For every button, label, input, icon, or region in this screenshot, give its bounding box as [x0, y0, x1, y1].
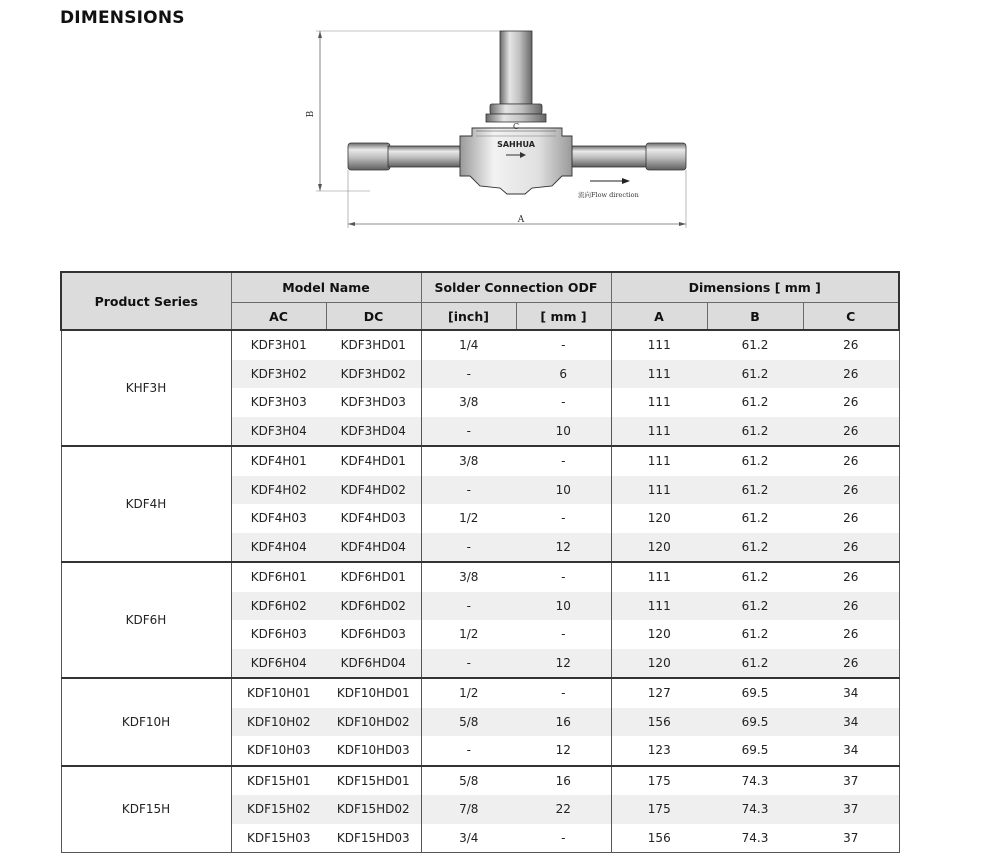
dc-model-cell: KDF15HD01	[326, 766, 421, 796]
dim-b-cell: 61.2	[707, 360, 803, 389]
inch-cell: 5/8	[459, 773, 479, 788]
header-c: C	[803, 303, 899, 331]
dim-b-cell: 69.5	[741, 686, 769, 701]
dc-model-cell: KDF3HD04	[326, 417, 421, 447]
brand-label: SAHHUA	[497, 140, 535, 149]
left-pipe	[348, 143, 460, 170]
series-group	[61, 766, 899, 853]
dim-b-cell: 74.3	[741, 830, 769, 845]
dim-b-cell: 61.2	[741, 338, 769, 353]
dc-model-cell: KDF3HD03	[326, 388, 421, 417]
dimension-b-label: B	[306, 110, 316, 118]
mm-cell: 10	[516, 476, 611, 505]
ac-model-cell: KDF15H01	[246, 773, 311, 788]
series-group	[61, 562, 899, 678]
dim-c-cell: 26	[843, 511, 859, 526]
product-series-cell: KDF15H	[61, 766, 231, 853]
dim-c-cell: 26	[803, 360, 899, 389]
inch-cell: 1/2	[459, 686, 479, 701]
mm-cell: 12	[516, 736, 611, 766]
inch-cell: -	[421, 417, 516, 447]
table-row	[61, 446, 899, 476]
header-model-name: Model Name	[231, 272, 421, 303]
series-group	[61, 678, 899, 766]
dim-c-cell: 26	[803, 533, 899, 563]
mm-cell: -	[516, 330, 611, 360]
dim-a-cell: 120	[647, 627, 671, 642]
dim-c-cell: 34	[803, 708, 899, 737]
dim-b-cell: 61.2	[741, 395, 769, 410]
inch-cell: -	[421, 592, 516, 621]
dim-a-cell: 123	[647, 743, 671, 758]
series-group	[61, 330, 899, 446]
dim-b-cell: 61.2	[707, 476, 803, 505]
header-mm: [ mm ]	[516, 303, 611, 331]
dim-b-cell: 61.2	[741, 511, 769, 526]
inch-cell: 3/8	[459, 395, 479, 410]
dim-b-cell: 61.2	[707, 533, 803, 563]
ac-model-cell: KDF6H03	[250, 627, 307, 642]
dim-b-cell: 61.2	[741, 454, 769, 469]
dim-c-cell: 26	[803, 476, 899, 505]
ac-model-cell: KDF10H01	[246, 686, 311, 701]
inch-cell: 3/4	[459, 830, 479, 845]
ac-model-cell: KDF6H01	[250, 570, 307, 585]
dim-b-cell: 61.2	[741, 570, 769, 585]
ac-model-cell: KDF4H01	[250, 454, 307, 469]
mm-cell: 12	[516, 649, 611, 679]
flow-direction-label: 流向Flow direction	[578, 191, 639, 199]
product-series-cell: KDF4H	[61, 446, 231, 562]
dim-a-cell: 127	[647, 686, 671, 701]
mm-cell: -	[516, 562, 611, 592]
inch-cell: -	[421, 476, 516, 505]
dc-model-cell: KDF10HD02	[326, 708, 421, 737]
ac-model-cell: KDF3H04	[231, 417, 326, 447]
dim-c-cell: 26	[843, 395, 859, 410]
dc-model-cell: KDF4HD04	[326, 533, 421, 563]
product-series-cell: KHF3H	[61, 330, 231, 446]
table-row	[61, 330, 899, 360]
ac-model-cell: KDF6H02	[231, 592, 326, 621]
ac-model-cell: KDF3H02	[231, 360, 326, 389]
inch-cell: 1/4	[459, 338, 479, 353]
inch-cell: 7/8	[421, 795, 516, 824]
dc-model-cell: KDF6HD03	[326, 620, 421, 649]
dim-a-cell: 175	[611, 795, 707, 824]
section-title: DIMENSIONS	[60, 8, 185, 28]
dc-model-cell: KDF4HD02	[326, 476, 421, 505]
ac-model-cell: KDF3H03	[250, 395, 307, 410]
ac-model-cell: KDF10H02	[231, 708, 326, 737]
dim-c-cell: 26	[843, 570, 859, 585]
header-ac: AC	[231, 303, 326, 331]
dc-model-cell: KDF15HD02	[326, 795, 421, 824]
mm-cell: -	[516, 388, 611, 417]
mm-cell: -	[516, 678, 611, 708]
dim-c-cell: 34	[843, 686, 859, 701]
mm-cell: 6	[516, 360, 611, 389]
dc-model-cell: KDF15HD03	[326, 824, 421, 853]
dc-model-cell: KDF4HD01	[326, 446, 421, 476]
dim-b-cell: 61.2	[707, 592, 803, 621]
dim-b-cell: 61.2	[707, 649, 803, 679]
valve-stem	[500, 31, 532, 104]
dim-c-cell: 34	[843, 743, 859, 758]
dim-a-cell: 111	[611, 360, 707, 389]
dc-model-cell: KDF3HD01	[326, 330, 421, 360]
mm-cell: 16	[516, 708, 611, 737]
dim-a-cell: 111	[647, 338, 671, 353]
dc-model-cell: KDF4HD03	[326, 504, 421, 533]
dim-c-cell: 26	[803, 649, 899, 679]
mm-cell: -	[516, 824, 611, 853]
dc-model-cell: KDF10HD01	[326, 678, 421, 708]
inch-cell: -	[466, 743, 471, 758]
inch-cell: 1/2	[459, 627, 479, 642]
header-product-series: Product Series	[61, 272, 231, 330]
dim-a-cell: 156	[611, 708, 707, 737]
dim-a-cell: 111	[647, 454, 671, 469]
dimensions-table	[60, 271, 900, 853]
inch-cell: 1/2	[459, 511, 479, 526]
inch-cell: -	[421, 649, 516, 679]
mm-cell: 10	[516, 417, 611, 447]
dc-model-cell: KDF6HD04	[326, 649, 421, 679]
inch-cell: 3/8	[459, 454, 479, 469]
dim-c-cell: 37	[843, 830, 859, 845]
mm-cell: -	[516, 620, 611, 649]
valve-nut	[490, 104, 542, 114]
dim-b-cell: 69.5	[741, 743, 769, 758]
product-series-cell: KDF6H	[61, 562, 231, 678]
mm-cell: 16	[516, 766, 611, 796]
dim-b-cell: 61.2	[741, 627, 769, 642]
dimension-a-label: A	[517, 215, 525, 225]
dim-a-cell: 111	[647, 395, 671, 410]
dim-b-cell: 69.5	[707, 708, 803, 737]
dim-c-cell: 26	[843, 338, 859, 353]
right-pipe	[572, 143, 686, 170]
dim-a-cell: 120	[611, 533, 707, 563]
dim-c-cell: 26	[843, 454, 859, 469]
dim-a-cell: 111	[647, 570, 671, 585]
dim-a-cell: 120	[647, 511, 671, 526]
mm-cell: 12	[516, 533, 611, 563]
inch-cell: -	[421, 533, 516, 563]
ac-model-cell: KDF4H02	[231, 476, 326, 505]
inch-cell: 5/8	[421, 708, 516, 737]
ac-model-cell: KDF15H03	[246, 830, 311, 845]
mm-cell: 10	[516, 592, 611, 621]
dim-c-cell: 26	[843, 627, 859, 642]
dc-model-cell: KDF6HD01	[326, 562, 421, 592]
dc-model-cell: KDF3HD02	[326, 360, 421, 389]
dim-c-cell: 37	[843, 773, 859, 788]
ac-model-cell: KDF10H03	[246, 743, 311, 758]
mm-cell: -	[516, 504, 611, 533]
valve-body	[460, 128, 572, 194]
header-inch: [inch]	[421, 303, 516, 331]
dim-c-cell: 26	[803, 592, 899, 621]
ac-model-cell: KDF3H01	[250, 338, 307, 353]
header-dc: DC	[326, 303, 421, 331]
dim-b-cell: 74.3	[741, 773, 769, 788]
dc-model-cell: KDF6HD02	[326, 592, 421, 621]
dim-a-cell: 156	[647, 830, 671, 845]
header-dimensions: Dimensions [ mm ]	[611, 272, 899, 303]
flow-direction-arrow-icon	[590, 178, 630, 184]
ac-model-cell: KDF4H04	[231, 533, 326, 563]
table-row	[61, 562, 899, 592]
dim-a-cell: 111	[611, 592, 707, 621]
ac-model-cell: KDF6H04	[231, 649, 326, 679]
dim-c-cell: 37	[803, 795, 899, 824]
header-solder-connection: Solder Connection ODF	[421, 272, 611, 303]
header-b: B	[707, 303, 803, 331]
valve-dimension-drawing	[300, 28, 700, 233]
inch-cell: 3/8	[459, 570, 479, 585]
mm-cell: -	[516, 446, 611, 476]
mm-cell: 22	[516, 795, 611, 824]
inch-cell: -	[421, 360, 516, 389]
dimension-c-label: C	[512, 122, 520, 131]
ac-model-cell: KDF4H03	[250, 511, 307, 526]
dim-b-cell: 74.3	[707, 795, 803, 824]
product-series-cell: KDF10H	[61, 678, 231, 766]
dim-a-cell: 111	[611, 476, 707, 505]
ac-model-cell: KDF15H02	[231, 795, 326, 824]
dim-b-cell: 61.2	[707, 417, 803, 447]
dim-a-cell: 175	[647, 773, 671, 788]
dc-model-cell: KDF10HD03	[326, 736, 421, 766]
table-row	[61, 678, 899, 708]
table-row	[61, 766, 899, 796]
dim-c-cell: 26	[803, 417, 899, 447]
header-a: A	[611, 303, 707, 331]
dim-a-cell: 120	[611, 649, 707, 679]
series-group	[61, 446, 899, 562]
dim-a-cell: 111	[611, 417, 707, 447]
